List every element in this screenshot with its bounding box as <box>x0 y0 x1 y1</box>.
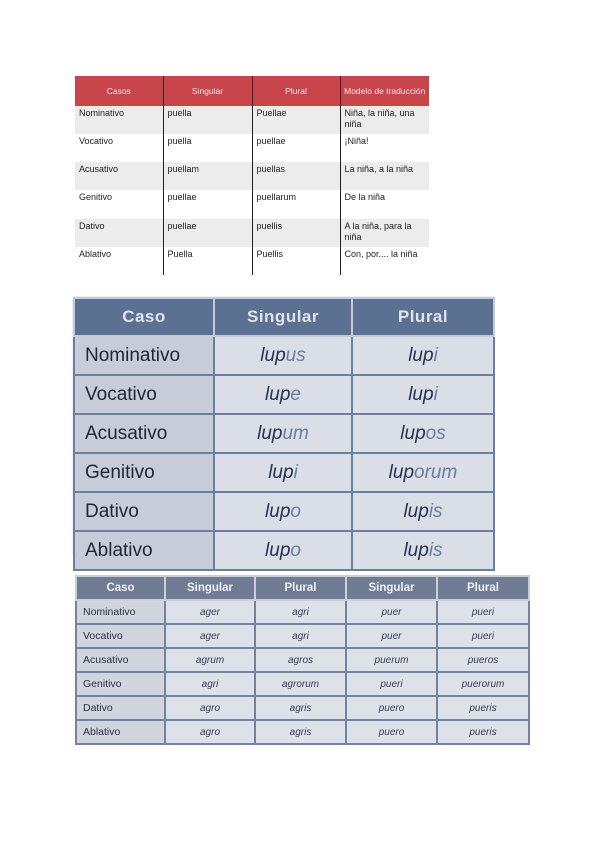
word-stem: lup <box>265 500 291 522</box>
first-declension-table <box>75 76 429 275</box>
lupus-declension-table <box>73 297 495 571</box>
word-ending: us <box>285 344 306 366</box>
column-header: Singular <box>346 576 437 600</box>
table-row <box>75 106 429 134</box>
translation-cell: ¡Niña! <box>344 136 369 147</box>
case-cell: Dativo <box>74 492 214 531</box>
column-header: Modelo de traducción <box>340 76 429 106</box>
case-cell: Vocativo <box>76 624 165 648</box>
puer-plural-cell: pueris <box>437 696 529 720</box>
case-cell: Dativo <box>75 219 163 247</box>
case-cell: Ablativo <box>75 247 163 275</box>
column-header: Singular <box>165 576 255 600</box>
ager-plural-cell: agri <box>255 624 346 648</box>
column-header: Casos <box>75 76 163 106</box>
ager-plural-cell: agri <box>255 600 346 624</box>
ager-singular-cell: agri <box>165 672 255 696</box>
translation-cell: La niña, a la niña <box>340 162 429 190</box>
singular-cell: Puella <box>163 247 252 275</box>
puer-plural-cell: pueri <box>437 624 529 648</box>
puer-plural-cell: pueris <box>437 720 529 744</box>
case-cell: Acusativo <box>76 648 165 672</box>
word-ending: o <box>290 539 301 561</box>
word-ending: o <box>290 500 301 522</box>
singular-cell: puella <box>163 134 252 162</box>
table-row <box>75 162 429 190</box>
table-row <box>74 375 494 414</box>
column-header: Plural <box>352 298 494 336</box>
singular-cell: puella <box>163 106 252 134</box>
column-header: Plural <box>252 76 340 106</box>
plural-cell: puellas <box>252 162 340 190</box>
plural-cell: puellarum <box>252 190 340 218</box>
ager-plural-cell: agris <box>255 720 346 744</box>
translation-cell: Con, por.... la niña <box>344 248 418 259</box>
word-ending: i <box>293 461 298 483</box>
word-ending: os <box>425 422 446 444</box>
word-ending: i <box>433 383 438 405</box>
second-declension-lupus-image <box>73 297 493 561</box>
puer-singular-cell: pueri <box>346 672 437 696</box>
translation-cell: De la niña <box>344 192 386 203</box>
singular-cell <box>214 336 352 375</box>
word-stem: lup <box>403 500 429 522</box>
word-stem: lup <box>257 422 283 444</box>
case-cell: Vocativo <box>75 134 163 162</box>
ager-puer-declension-table <box>75 575 530 745</box>
word-stem: lup <box>268 461 294 483</box>
puer-singular-cell: puero <box>346 696 437 720</box>
case-cell: Ablativo <box>76 720 165 744</box>
puer-singular-cell: puerum <box>346 648 437 672</box>
word-ending: orum <box>414 461 458 483</box>
table-row <box>74 414 494 453</box>
puer-plural-cell: puerorum <box>437 672 529 696</box>
word-stem: lup <box>265 539 291 561</box>
singular-cell <box>214 492 352 531</box>
table-row <box>76 648 529 672</box>
table-row <box>74 531 494 570</box>
table-row <box>76 624 529 648</box>
singular-cell: puellae <box>163 219 252 247</box>
column-header: Plural <box>255 576 346 600</box>
ager-singular-cell: agrum <box>165 648 255 672</box>
plural-cell: puellis <box>252 219 340 247</box>
translation-cell: A la niña, para la niña <box>340 219 429 247</box>
singular-cell: puellam <box>163 162 252 190</box>
case-cell: Vocativo <box>74 375 214 414</box>
word-stem: lup <box>408 383 434 405</box>
table-row <box>76 696 529 720</box>
table-row <box>74 492 494 531</box>
word-ending: um <box>282 422 309 444</box>
puer-plural-cell: pueri <box>437 600 529 624</box>
puer-plural-cell: pueros <box>437 648 529 672</box>
table-row <box>76 672 529 696</box>
translation-cell: Niña, la niña, una niña <box>340 106 429 134</box>
case-cell: Ablativo <box>74 531 214 570</box>
case-cell: Nominativo <box>75 106 163 134</box>
case-cell: Acusativo <box>75 162 163 190</box>
word-stem: lup <box>400 422 426 444</box>
table-header-row <box>75 76 429 106</box>
column-header: Plural <box>437 576 529 600</box>
case-cell: Nominativo <box>76 600 165 624</box>
case-cell: Genitivo <box>74 453 214 492</box>
plural-cell <box>352 492 494 531</box>
table-row <box>74 453 494 492</box>
table-row <box>75 219 429 247</box>
table-row <box>76 720 529 744</box>
singular-cell <box>214 375 352 414</box>
word-ending: is <box>428 500 443 522</box>
plural-cell: Puellae <box>252 106 340 134</box>
ager-plural-cell: agros <box>255 648 346 672</box>
ager-singular-cell: agro <box>165 696 255 720</box>
word-stem: lup <box>260 344 286 366</box>
word-stem: lup <box>408 344 434 366</box>
ager-puer-declension-image <box>75 575 528 738</box>
singular-cell <box>214 531 352 570</box>
table-row <box>76 600 529 624</box>
word-stem: lup <box>388 461 415 483</box>
puer-singular-cell: puer <box>346 624 437 648</box>
ager-singular-cell: agro <box>165 720 255 744</box>
plural-cell <box>352 336 494 375</box>
puer-singular-cell: puero <box>346 720 437 744</box>
ager-plural-cell: agris <box>255 696 346 720</box>
table-row <box>75 247 429 275</box>
ager-singular-cell: ager <box>165 600 255 624</box>
column-header: Singular <box>163 76 252 106</box>
puer-singular-cell: puer <box>346 600 437 624</box>
table-header-row <box>76 576 529 600</box>
plural-cell <box>352 414 494 453</box>
column-header: Singular <box>214 298 352 336</box>
table-row <box>75 190 429 218</box>
table-row <box>74 336 494 375</box>
case-cell: Dativo <box>76 696 165 720</box>
case-cell: Genitivo <box>75 190 163 218</box>
column-header: Caso <box>74 298 214 336</box>
singular-cell <box>214 453 352 492</box>
column-header: Caso <box>76 576 165 600</box>
ager-plural-cell: agrorum <box>255 672 346 696</box>
ager-singular-cell: ager <box>165 624 255 648</box>
case-cell: Genitivo <box>76 672 165 696</box>
word-stem: lup <box>403 539 429 561</box>
plural-cell <box>352 531 494 570</box>
word-ending: i <box>433 344 438 366</box>
case-cell: Nominativo <box>74 336 214 375</box>
table-header-row <box>74 298 494 336</box>
plural-cell <box>352 375 494 414</box>
case-cell: Acusativo <box>74 414 214 453</box>
plural-cell: puellae <box>252 134 340 162</box>
singular-cell: puellae <box>163 190 252 218</box>
word-stem: lup <box>265 383 291 405</box>
singular-cell <box>214 414 352 453</box>
word-ending: is <box>428 539 443 561</box>
table-row <box>75 134 429 162</box>
word-ending: e <box>290 383 301 405</box>
plural-cell <box>352 453 494 492</box>
plural-cell: Puellis <box>252 247 340 275</box>
